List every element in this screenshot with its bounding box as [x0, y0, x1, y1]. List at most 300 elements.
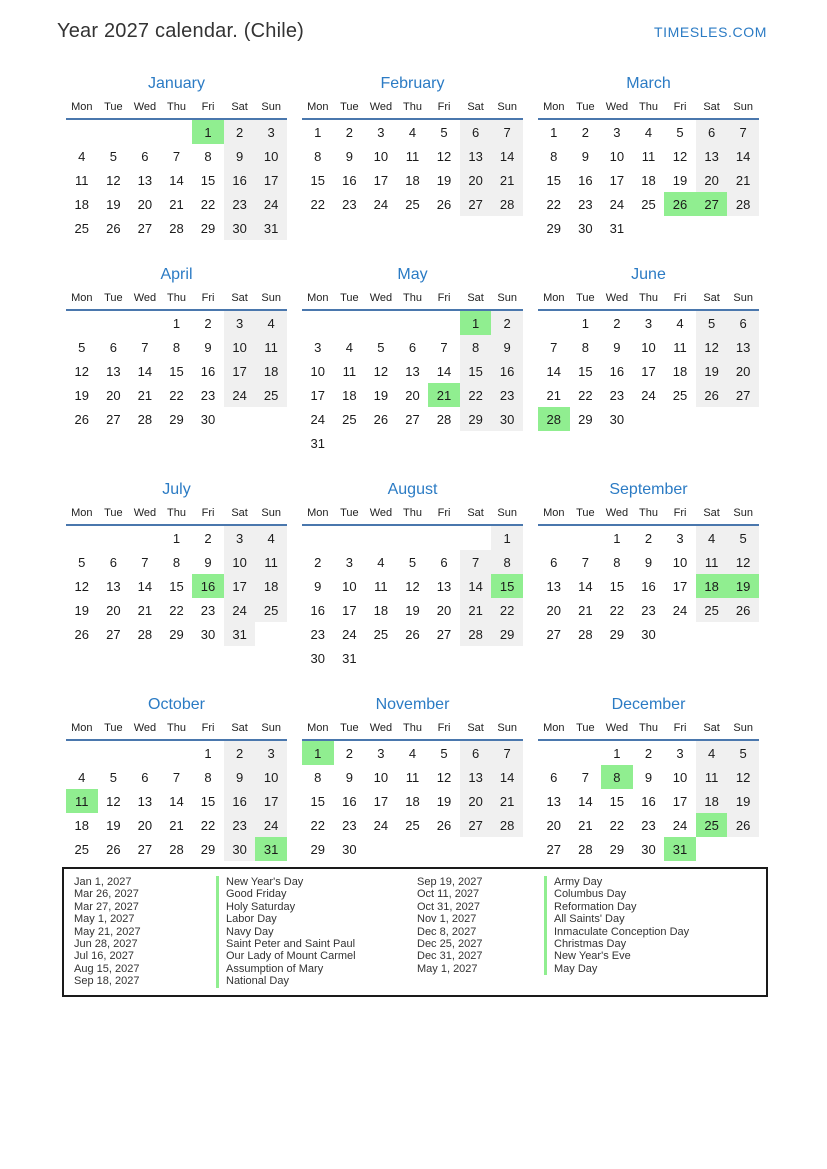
holiday-date: Jan 1, 2027 [74, 876, 132, 888]
day-cell: 22 [578, 387, 593, 403]
day-cell: 16 [641, 578, 656, 594]
month-title: August [387, 481, 438, 498]
week-row [66, 789, 287, 813]
weekday-label: Mon [71, 292, 93, 304]
day-cell: 11 [374, 578, 388, 594]
day-cell: 12 [672, 148, 688, 164]
weekday-label: Mon [543, 292, 565, 304]
empty-cell [365, 526, 397, 550]
day-cell: 8 [204, 148, 212, 164]
day-cell: 11 [696, 550, 728, 574]
day-cell: 22 [609, 602, 625, 618]
day-cell: 16 [224, 789, 256, 813]
month-title: May [397, 266, 428, 283]
week-row [538, 598, 759, 622]
day-cell: 20 [436, 602, 452, 618]
day-cell: 29 [546, 220, 562, 236]
weekday-label: Thu [402, 292, 422, 304]
day-cell: 8 [314, 769, 322, 785]
weekday-label: Fri [673, 507, 687, 519]
holiday-day-cell: 31 [255, 837, 287, 861]
day-cell: 28 [169, 841, 184, 857]
week-row [538, 168, 759, 192]
day-cell: 14 [546, 363, 562, 379]
weekday-label: Wed [369, 507, 393, 519]
holiday-tick-icon [544, 901, 547, 913]
day-cell: 5 [727, 526, 759, 550]
day-cell: 12 [436, 148, 452, 164]
day-cell: 3 [644, 315, 653, 331]
site-link[interactable]: TIMESLES.COM [654, 24, 767, 40]
holiday-item [74, 876, 417, 888]
holiday-date: Jul 16, 2027 [74, 950, 134, 963]
day-cell: 17 [609, 172, 625, 188]
month-july [66, 479, 287, 670]
day-cell: 22 [491, 598, 523, 622]
week-row [538, 550, 759, 574]
week-row [66, 550, 287, 574]
day-cell: 8 [460, 335, 492, 359]
holiday-date: Aug 15, 2027 [74, 962, 140, 975]
week-row [302, 813, 523, 837]
day-cell: 25 [255, 598, 287, 622]
weekday-label: Sun [261, 507, 281, 519]
day-cell: 27 [546, 626, 562, 642]
empty-cell [727, 407, 759, 431]
day-cell: 18 [405, 172, 420, 188]
weekday-header [302, 718, 523, 741]
weekday-label: Sun [733, 507, 753, 519]
day-cell: 23 [641, 817, 656, 833]
day-cell: 14 [578, 578, 593, 594]
day-cell: 6 [696, 120, 728, 144]
empty-cell [334, 311, 366, 335]
day-cell: 15 [609, 793, 625, 809]
holiday-item [417, 963, 760, 975]
day-cell: 31 [224, 622, 256, 646]
day-cell: 19 [106, 817, 121, 833]
day-cell: 17 [224, 359, 256, 383]
holiday-tick-icon [216, 888, 219, 900]
month-title: February [380, 75, 445, 92]
holiday-item [417, 950, 760, 962]
week-row [302, 311, 523, 335]
day-cell: 24 [310, 411, 326, 427]
weekday-label: Sun [261, 101, 281, 113]
week-row [302, 144, 523, 168]
weekday-label: Wed [605, 722, 629, 734]
day-cell: 22 [310, 817, 326, 833]
day-cell: 19 [373, 387, 389, 403]
holiday-name: New Year's Eve [554, 950, 631, 963]
holiday-item [74, 950, 417, 962]
day-cell: 14 [137, 363, 153, 379]
weekday-label: Sun [733, 292, 753, 304]
month-march [538, 73, 759, 240]
day-cell: 28 [491, 192, 523, 216]
day-cell: 21 [491, 789, 523, 813]
week-row [66, 311, 287, 335]
day-cell: 29 [460, 407, 492, 431]
day-cell: 3 [224, 526, 256, 550]
month-title: June [631, 266, 666, 283]
weekday-label: Sat [231, 722, 248, 734]
day-cell: 1 [204, 745, 212, 761]
day-cell: 13 [106, 363, 121, 379]
weekday-label: Sat [703, 101, 720, 113]
holiday-day-cell: 1 [302, 741, 334, 765]
day-cell: 26 [106, 841, 121, 857]
holiday-day-cell: 26 [664, 192, 696, 216]
day-cell: 9 [644, 769, 653, 785]
empty-cell [66, 311, 98, 335]
day-cell: 15 [169, 578, 184, 594]
weekday-label: Mon [307, 722, 329, 734]
day-cell: 29 [200, 841, 216, 857]
day-cell: 29 [200, 220, 216, 236]
day-cell: 14 [727, 144, 759, 168]
day-cell: 2 [224, 120, 256, 144]
day-cell: 19 [436, 793, 452, 809]
week-row [302, 431, 523, 455]
day-cell: 5 [109, 769, 117, 785]
day-cell: 16 [578, 172, 593, 188]
holiday-day-cell: 16 [192, 574, 224, 598]
day-cell: 20 [137, 817, 153, 833]
weekday-label: Tue [104, 292, 123, 304]
day-cell: 13 [137, 172, 153, 188]
holiday-day-cell: 19 [727, 574, 759, 598]
day-cell: 10 [342, 578, 357, 594]
weekday-label: Sun [497, 507, 517, 519]
day-cell: 27 [106, 626, 121, 642]
day-cell: 15 [169, 363, 184, 379]
empty-cell [633, 407, 665, 431]
empty-cell [365, 837, 397, 861]
holiday-date: Oct 31, 2027 [417, 900, 480, 913]
holiday-name: Inmaculate Conception Day [554, 925, 690, 938]
day-cell: 21 [169, 817, 184, 833]
day-cell: 15 [310, 793, 326, 809]
empty-cell [98, 526, 130, 550]
week-row [538, 335, 759, 359]
day-cell: 12 [373, 363, 389, 379]
month-title: September [609, 481, 688, 498]
day-cell: 11 [405, 148, 420, 164]
day-cell: 7 [491, 120, 523, 144]
weekday-label: Sun [497, 101, 517, 113]
day-cell: 21 [727, 168, 759, 192]
holiday-name: New Year's Day [226, 876, 304, 888]
holiday-name: Holy Saturday [226, 900, 296, 913]
empty-cell [365, 431, 397, 455]
day-cell: 12 [405, 578, 420, 594]
holiday-day-cell: 1 [192, 120, 224, 144]
day-cell: 26 [436, 196, 452, 212]
weekday-label: Sun [733, 101, 753, 113]
empty-cell [696, 407, 728, 431]
holiday-item [74, 901, 417, 913]
day-cell: 7 [172, 769, 181, 785]
day-cell: 24 [373, 817, 389, 833]
day-cell: 30 [200, 411, 216, 427]
holiday-name: National Day [226, 975, 289, 988]
holiday-tick-icon [216, 938, 219, 950]
month-february [302, 73, 523, 240]
week-row [302, 407, 523, 431]
weekday-label: Thu [166, 101, 186, 113]
day-cell: 9 [644, 554, 653, 570]
weekday-label: Wed [133, 507, 157, 519]
day-cell: 16 [609, 363, 625, 379]
holiday-day-cell: 25 [696, 813, 728, 837]
week-row [302, 192, 523, 216]
week-row [66, 168, 287, 192]
holiday-name: Christmas Day [554, 938, 627, 951]
day-cell: 26 [696, 383, 728, 407]
day-cell: 23 [641, 602, 656, 618]
day-cell: 20 [696, 168, 728, 192]
day-cell: 25 [405, 196, 420, 212]
day-cell: 12 [106, 172, 121, 188]
day-cell: 31 [310, 435, 326, 451]
holiday-tick-icon [216, 913, 219, 925]
weekday-label: Mon [543, 507, 565, 519]
day-cell: 1 [581, 315, 589, 331]
day-cell: 3 [377, 745, 385, 761]
weekday-label: Tue [340, 101, 359, 113]
empty-cell [428, 526, 460, 550]
day-cell: 1 [613, 745, 621, 761]
weekday-label: Sat [467, 292, 484, 304]
week-row [66, 216, 287, 240]
holiday-tick-icon [216, 901, 219, 913]
holiday-day-cell: 8 [601, 765, 633, 789]
day-cell: 8 [613, 554, 621, 570]
weekday-label: Sat [467, 101, 484, 113]
day-cell: 22 [200, 817, 216, 833]
holiday-item [74, 913, 417, 925]
empty-cell [98, 120, 130, 144]
day-cell: 11 [342, 363, 357, 379]
day-cell: 9 [345, 148, 353, 164]
day-cell: 25 [405, 817, 420, 833]
weekday-label: Sun [261, 722, 281, 734]
day-cell: 20 [546, 817, 562, 833]
day-cell: 6 [109, 554, 117, 570]
day-cell: 19 [74, 602, 90, 618]
empty-cell [161, 120, 193, 144]
week-row [66, 192, 287, 216]
empty-cell [633, 216, 665, 240]
empty-cell [397, 431, 429, 455]
month-may [302, 264, 523, 455]
day-cell: 10 [672, 554, 688, 570]
day-cell: 5 [109, 148, 117, 164]
day-cell: 30 [641, 626, 656, 642]
day-cell: 3 [377, 124, 385, 140]
weekday-label: Tue [576, 507, 595, 519]
day-cell: 25 [696, 598, 728, 622]
day-cell: 5 [440, 745, 448, 761]
day-cell: 12 [74, 363, 90, 379]
holiday-date: May 1, 2027 [417, 962, 478, 975]
day-cell: 23 [342, 817, 357, 833]
day-cell: 4 [345, 339, 353, 355]
holiday-name: Saint Peter and Saint Paul [226, 938, 356, 951]
day-cell: 28 [436, 411, 452, 427]
holiday-tick-icon [216, 926, 219, 938]
day-cell: 17 [342, 602, 357, 618]
weekday-label: Fri [673, 292, 687, 304]
day-cell: 19 [727, 789, 759, 813]
day-cell: 20 [460, 168, 492, 192]
week-row [66, 574, 287, 598]
day-cell: 30 [224, 216, 256, 240]
day-cell: 8 [172, 339, 181, 355]
day-cell: 29 [609, 841, 625, 857]
month-august [302, 479, 523, 670]
day-cell: 25 [641, 196, 656, 212]
weekday-label: Tue [576, 101, 595, 113]
weekday-header [66, 97, 287, 120]
day-cell: 5 [676, 124, 684, 140]
weekday-header [538, 288, 759, 311]
day-cell: 5 [408, 554, 417, 570]
day-cell: 24 [641, 387, 656, 403]
day-cell: 27 [546, 841, 562, 857]
holiday-item [417, 901, 760, 913]
day-cell: 10 [224, 550, 256, 574]
day-cell: 28 [727, 192, 759, 216]
empty-cell [460, 431, 492, 455]
week-row [66, 359, 287, 383]
weekday-label: Thu [402, 507, 422, 519]
holiday-tick-icon [544, 926, 547, 938]
weekday-label: Wed [605, 292, 629, 304]
day-cell: 22 [609, 817, 625, 833]
holiday-date: May 21, 2027 [74, 925, 141, 938]
empty-cell [727, 622, 759, 646]
weekday-label: Sun [733, 722, 753, 734]
weekday-label: Wed [605, 507, 629, 519]
day-cell: 29 [310, 841, 326, 857]
weekday-label: Wed [133, 101, 157, 113]
day-cell: 7 [727, 120, 759, 144]
month-april [66, 264, 287, 455]
day-cell: 10 [609, 148, 625, 164]
day-cell: 18 [342, 387, 357, 403]
day-cell: 17 [310, 387, 326, 403]
day-cell: 10 [255, 144, 287, 168]
day-cell: 26 [727, 598, 759, 622]
weekday-label: Sat [231, 292, 248, 304]
holiday-name: May Day [554, 962, 598, 975]
empty-cell [491, 837, 523, 861]
day-cell: 30 [310, 650, 326, 666]
weekday-label: Fri [437, 507, 451, 519]
day-cell: 6 [141, 769, 149, 785]
day-cell: 10 [310, 363, 326, 379]
day-cell: 5 [78, 554, 86, 570]
empty-cell [397, 526, 429, 550]
day-cell: 25 [74, 220, 90, 236]
holiday-tick-icon [216, 975, 219, 987]
weekday-label: Sat [231, 101, 248, 113]
day-cell: 21 [460, 598, 492, 622]
weekday-header [66, 288, 287, 311]
holiday-name: Reformation Day [554, 900, 637, 913]
holiday-day-cell: 21 [428, 383, 460, 407]
weekday-label: Tue [104, 101, 123, 113]
day-cell: 4 [408, 124, 417, 140]
day-cell: 22 [169, 602, 184, 618]
day-cell: 16 [491, 359, 523, 383]
day-cell: 7 [440, 339, 448, 355]
day-cell: 24 [255, 192, 287, 216]
empty-cell [302, 311, 334, 335]
day-cell: 19 [74, 387, 90, 403]
empty-cell [397, 646, 429, 670]
day-cell: 21 [578, 602, 593, 618]
day-cell: 22 [310, 196, 326, 212]
day-cell: 3 [676, 530, 684, 546]
empty-cell [727, 837, 759, 861]
weekday-label: Mon [71, 722, 93, 734]
holiday-item [417, 938, 760, 950]
weekday-label: Mon [307, 292, 329, 304]
day-cell: 9 [491, 335, 523, 359]
day-cell: 27 [137, 841, 153, 857]
day-cell: 10 [224, 335, 256, 359]
day-cell: 11 [696, 765, 728, 789]
week-row [302, 526, 523, 550]
holiday-date: Jun 28, 2027 [74, 938, 138, 951]
week-row [302, 168, 523, 192]
weekday-label: Tue [576, 722, 595, 734]
day-cell: 16 [342, 793, 357, 809]
weekday-label: Thu [166, 722, 186, 734]
week-row [538, 813, 759, 837]
weekday-header [302, 503, 523, 526]
day-cell: 13 [460, 765, 492, 789]
day-cell: 4 [676, 315, 684, 331]
week-row [66, 598, 287, 622]
day-cell: 15 [200, 793, 216, 809]
day-cell: 4 [408, 745, 417, 761]
holiday-item [74, 938, 417, 950]
empty-cell [66, 741, 98, 765]
day-cell: 16 [641, 793, 656, 809]
day-cell: 23 [224, 192, 256, 216]
day-cell: 12 [436, 769, 452, 785]
day-cell: 18 [696, 789, 728, 813]
weekday-label: Mon [543, 722, 565, 734]
empty-cell [460, 837, 492, 861]
day-cell: 25 [373, 626, 389, 642]
weekday-label: Sat [467, 722, 484, 734]
day-cell: 6 [440, 554, 448, 570]
day-cell: 13 [106, 578, 121, 594]
weekday-label: Sun [497, 722, 517, 734]
day-cell: 18 [74, 817, 90, 833]
day-cell: 11 [405, 769, 420, 785]
weekday-header [538, 718, 759, 741]
weekday-label: Wed [369, 292, 393, 304]
empty-cell [397, 311, 429, 335]
week-row [302, 598, 523, 622]
day-cell: 15 [609, 578, 625, 594]
